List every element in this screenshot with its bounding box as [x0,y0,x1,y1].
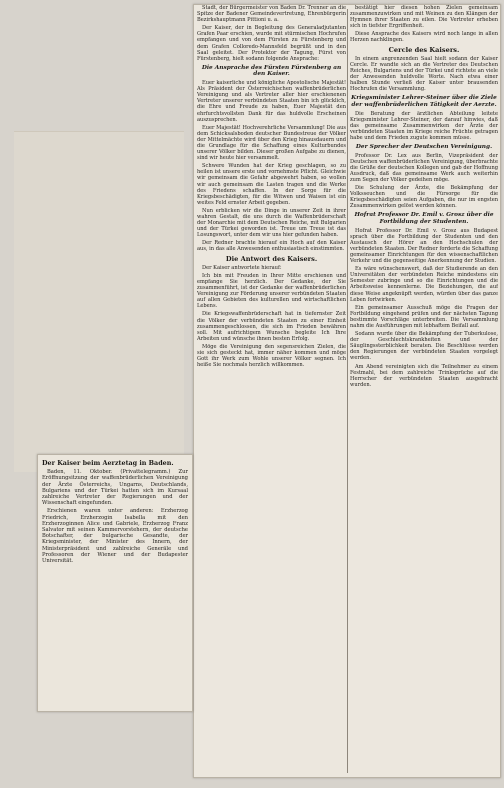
article-paragraph: Möge die Vereinigung den segensreichen Zielen, die sie sich gesteckt hat, immer näher kommen und möge Gott ihr Werk zum Wohle unserer Völker segnen. Ich heiße Sie nochmals herzlich willkommen. [197,343,346,369]
article-heading: Die Antwort des Kaisers. [225,254,318,263]
column-rule [347,9,348,773]
main-clipping [193,4,501,778]
column-right [350,5,498,777]
article-paragraph: bestätigt hier diesen hohen Zielen gemeinsam zusammenzuwirken und mit Weinen zu den Klängen der Hymnen ihrer Staaten zu eilen. Die Vertreter erheben sich in tiefster Ergriffenheit. [350,5,498,30]
article-paragraph: Die Schulung der Ärzte, die Bekämpfung der Volksseuchen und die Fürsorge für die Kriegsbeschädigten seien Aufgaben, die nur im engsten Zusammenwirken gelöst werden können. [350,185,498,210]
paper-backing [14,131,184,472]
article-paragraph: Die Beratung der ärztlichen Abteilung leitete Kriegsminister Lehrer-Steiner, der darauf hinwies, daß das gemeinsame Zusammenwirken der Ärzte der verbündeten Staaten im Kriege reiche Früchte getragen habe und dem Frieden zugute kommen müsse. [350,110,498,141]
article-heading: Der Sprecher der Deutschen Vereinigung. [355,143,493,150]
article-paragraph: Stadt, der Bürgermeister von Baden Dr. Trenner an die Spitze der Badener Gemeindevertretung, Ehrenbürgerin Bezirkshauptmann Pittioni u. a. [197,5,346,24]
side-paragraph: Erschienen waren unter anderen: Erzherzog Friedrich, Erzherzogin Isabella mit den Erzherzoginnen Alice und Gabriele, Erzherzog Franz Salvator mit seinen Kammervorstehern, der deutsche Botschafter, der bulgarische Gesandte, der Kriegsminister, der Minister des Innern, der Ministerpräsident und zahlreiche Generäle und Professoren der Wiener und der Budapester Universität. [42,508,188,565]
article-paragraph: Hofrat Professor Dr. Emil v. Grosz aus Budapest sprach über die Fortbildung der Studenten und den Austausch der Hörer an den Hochschulen der verbündeten Staaten. Der Redner forderte die Schaffung gemeinsamer Einrichtungen für den wissenschaftlichen Verkehr und die gegenseitige Anerkennung der Studien. [350,227,498,265]
article-paragraph: Die Kriegswaffenbrüderschaft hat in tiefernster Zeit die Völker der verbündeten Staaten zu einer Einheit zusammengeschlossen, die sich im Frieden bewähren soll. Mit aufrichtigem Wunsche begleite Ich Ihre Arbeiten und wünsche ihnen besten Erfolg. [197,311,346,342]
article-paragraph: Ich bin mit Freuden in Ihrer Mitte erschienen und empfange Sie herzlich. Der Gedanke, der Sie zusammenführt, ist der Gedanke der waffenbrüderlichen Vereinigung zur Förderung unserer verbündeten Staaten auf allen Gebieten des kulturellen und wirtschaftlichen Lebens. [197,272,346,310]
article-paragraph: Nun erblicken wir die Dinge in unserer Zeit in ihrer wahren Gestalt, die uns durch die Waffenbrüderschaft der Monarchie mit dem Deutschen Reiche, mit Bulgarien und der Türkei geworden ist. Treue um Treue ist das Losungswort, unter dem wir uns hier gefunden haben. [197,207,346,239]
article-paragraph: Es wäre wünschenswert, daß der Studierende an den Universitäten der verbündeten Reiche mindestens ein Semester zubringe und so die Einrichtungen und die Arbeitsweise kennenlerne. Die Beziehungen, die auf diese Weise angeknüpft werden, würden über das ganze Leben fortwirken. [350,266,498,303]
article-paragraph: Euer kaiserliche und königliche Apostolische Majestät! Als Präsident der Österreichischen waffenbrüderlichen Vereinigung und als Vertreter aller hier erschienenen Vertreter unserer verbündeten Staaten bin ich glücklich, die Ehre und Freude zu haben, Euer Majestät den ehrfurchtsvollsten Dank für das huldvolle Erscheinen auszusprechen. [197,80,346,123]
article-heading: Die Ansprache des Fürsten Fürstenberg an den Kaiser. [201,64,342,78]
article-paragraph: Schwere Wunden hat der Krieg geschlagen, so zu heilen ist unsere erste und vornehmste Pflicht. Gleichwie wir gemeinsam die Gefahr abgewehrt haben, so wollen wir auch gemeinsam die Lasten tragen und die Werke des Friedens schaffen. In der Sorge für die Kriegsbeschädigten, für die Witwen und Waisen ist ein weites Feld ernster Arbeit gegeben. [197,163,346,206]
column-left [197,5,346,777]
side-headline: Der Kaiser beim Aerztetag in Baden. [42,459,174,467]
article-paragraph: Der Redner brachte hierauf ein Hoch auf den Kaiser aus, in das alle Anwesenden enthusiastisch einstimmten. [197,240,346,253]
article-heading: Kriegsminister Lehrer-Steiner über die Ziele der waffenbrüderlichen Tätigkeit der Aerzte. [351,95,497,108]
article-paragraph: Der Kaiser antwortete hierauf: [202,264,282,271]
side-clipping [37,454,193,712]
article-paragraph: Am Abend vereinigten sich die Teilnehmer zu einem Festmahl, bei dem zahlreiche Trinksprüche auf die Herrscher der verbündeten Staaten ausgebracht wurden. [350,363,498,388]
side-paragraph: Baden, 11. Oktober. (Privattelegramm.) Zur Eröffnungsitzung der waffenbrüderlichen Vereinigung der Ärzte Österreichs, Ungarns, Deutschlands, Bulgariens und der Türkei hatten sich im Kursaal zahlreiche Vertreter der Regierungen und der Wissenschaft eingefunden. [42,469,188,507]
article-paragraph: In einem angrenzenden Saal hielt sodann der Kaiser Cercle. Er wandte sich an die Vertreter des Deutschen Reiches, Bulgariens und der Türkei und richtete an viele der Anwesenden huldvolle Worte. Nach etwa einer halben Stunde verließ der Kaiser unter brausenden Hochrufen die Versammlung. [350,55,498,93]
article-paragraph: Der Kaiser, der in Begleitung des Generaladjutanten Grafen Paar erschien, wurde mit stürmischen Hochrufen empfangen und von dem Fürsten zu Fürstenberg und dem Grafen Colloredo-Mannsfeld begrüßt und in den Saal geleitet. Der Protektor der Tagung, Fürst von Fürstenberg, hielt sodann folgende Ansprache: [197,25,346,62]
article-paragraph: Professor Dr. Lex aus Berlin, Vizepräsident der Deutschen waffenbrüderlichen Vereinigung, überbrachte die Grüße der deutschen Kollegen und gab der Hoffnung Ausdruck, daß das gemeinsame Werk auch weiterhin zum Segen der Völker gedeihen möge. [350,152,498,183]
article-heading: Cercle des Kaisers. [388,45,460,54]
article-paragraph: Sodann wurde über die Bekämpfung der Tuberkulose, der Geschlechtskrankheiten und der Säuglingssterblichkeit beraten. Die Beschlüsse werden den Regierungen der verbündeten Staaten vorgelegt werden. [350,331,498,362]
article-paragraph: Diese Ansprache des Kaisers wird noch lange in allen Herzen nachklingen. [350,31,498,44]
article-heading: Hofrat Professor Dr. Emil v. Grosz über die Fortbildung der Studenten. [354,212,494,226]
article-paragraph: Euer Majestät! Hochverehrliche Versammlung! Die aus dem Schicksalsboden deutscher Bundestreue der Völker der Mittelmächte wird über den Krieg hinausdauern und die Grundlage für die Schaffung eines Kulturbundes unserer Völker bilden. Dieser großen Aufgabe zu dienen, sind wir heute hier versammelt. [197,124,346,162]
article-paragraph: Ein gemeinsamer Ausschuß möge die Fragen der Fortbildung eingehend prüfen und der nächsten Tagung bestimmte Vorschläge unterbreiten. Die Versammlung nahm die Ausführungen mit lebhaftem Beifall auf. [350,304,498,330]
